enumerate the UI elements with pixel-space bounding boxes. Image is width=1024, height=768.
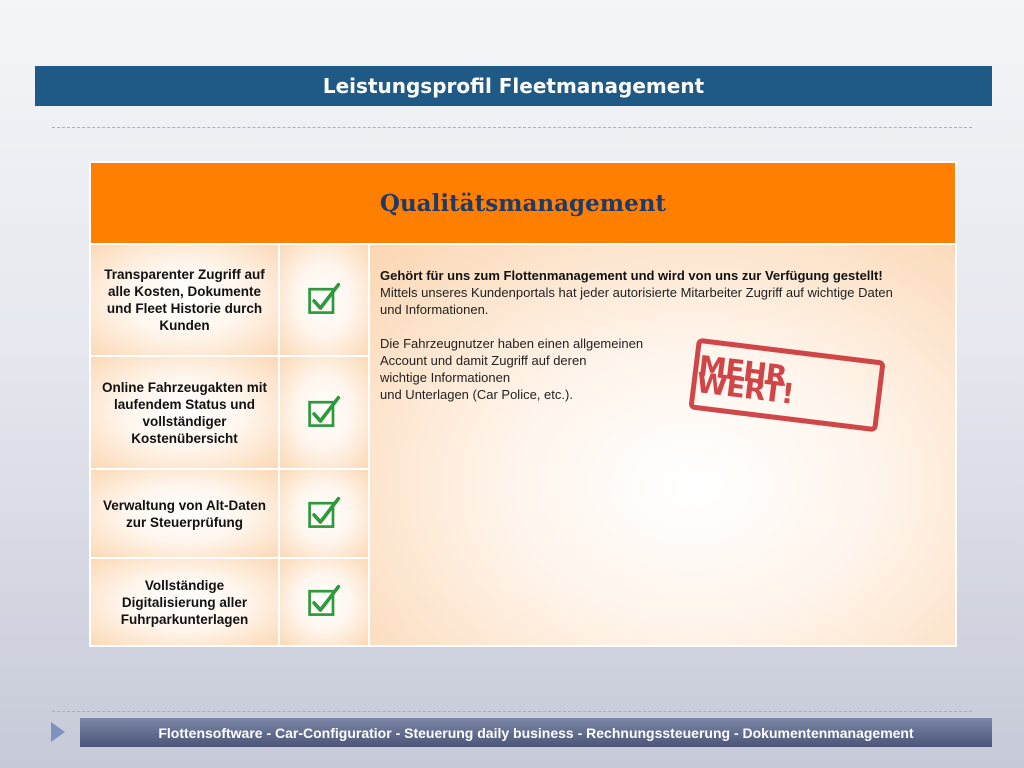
panel-heading: Qualitätsmanagement — [91, 163, 955, 243]
slide-title: Leistungsprofil Fleetmanagement — [35, 66, 992, 106]
info-cell — [370, 245, 955, 645]
footer-arrow-icon — [51, 722, 65, 742]
checkbox-checked-icon — [306, 496, 342, 532]
quality-panel — [89, 161, 957, 647]
info-line-6: und Unterlagen (Car Police, etc.). — [380, 387, 573, 402]
row-label-2: Online Fahrzeugakten mit laufendem Status und vollständiger Kostenübersicht — [91, 357, 278, 468]
info-line-4: Account und damit Zugriff auf deren — [380, 353, 587, 368]
mehr-wert-stamp: MEHR WERT! — [688, 338, 885, 433]
row-label-3: Verwaltung von Alt-Daten zur Steuerprüfung — [91, 470, 278, 557]
row-check-4 — [280, 559, 368, 645]
info-headline: Gehört für uns zum Flottenmanagement und wird von uns zur Verfügung gestellt! — [380, 268, 883, 283]
footer-bar: Flottensoftware - Car-Configuratior - Steuerung daily business - Rechnungssteuerung - Dokumentenmanagement — [80, 718, 992, 747]
divider-top — [52, 127, 972, 128]
row-check-2 — [280, 357, 368, 468]
row-check-1 — [280, 245, 368, 355]
info-line-1: Mittels unseres Kundenportals hat jeder autorisierte Mitarbeiter Zugriff auf wichtige Daten — [380, 285, 893, 300]
checkbox-checked-icon — [306, 584, 342, 620]
row-check-3 — [280, 470, 368, 557]
divider-bottom — [52, 711, 972, 712]
row-label-1: Transparenter Zugriff auf alle Kosten, Dokumente und Fleet Historie durch Kunden — [91, 245, 278, 355]
info-line-5: wichtige Informationen — [380, 370, 511, 385]
checkbox-checked-icon — [306, 395, 342, 431]
info-spacer — [380, 318, 945, 335]
info-line-3: Die Fahrzeugnutzer haben einen allgemeinen — [380, 336, 644, 351]
row-label-4: Vollständige Digitalisierung aller Fuhrparkunterlagen — [91, 559, 278, 645]
checkbox-checked-icon — [306, 282, 342, 318]
info-line-2: und Informationen. — [380, 302, 489, 317]
